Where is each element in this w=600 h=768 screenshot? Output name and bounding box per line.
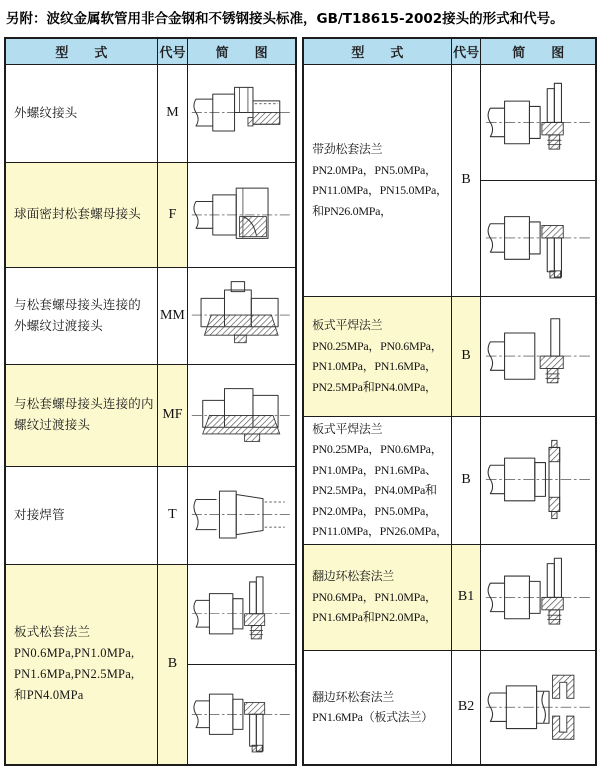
plate-loose-flange-up-diagram: [188, 565, 295, 665]
type-text-line: 与松套螺母接头连接的内: [14, 397, 154, 411]
butt-weld-pipe-diagram: [188, 467, 295, 564]
table-row: [303, 64, 596, 296]
code-cell: T: [157, 466, 187, 564]
table-row: [303, 650, 596, 765]
type-text-line: 板式平焊法兰: [312, 318, 383, 332]
code-cell: B1: [451, 544, 481, 650]
type-text-line: 和PN26.0MPa，: [312, 203, 392, 218]
diagram-cell: [481, 64, 596, 296]
type-text-line: PN2.0MPa，PN5.0MPa，: [312, 503, 437, 518]
type-text-line: PN0.6MPa,PN1.0MPa,: [14, 646, 135, 660]
tables-area: [4, 37, 597, 766]
type-text-line: PN1.0MPa，PN1.6MPa，: [312, 359, 437, 373]
left-table: [4, 37, 297, 766]
diagram-cell: [481, 416, 596, 544]
plate-loose-flange-down-diagram: [188, 664, 295, 764]
code-cell: B: [451, 416, 481, 544]
type-text-line: PN0.6MPa，PN1.0MPa，: [312, 589, 437, 604]
code-cell: MM: [157, 267, 187, 364]
type-text-line: 球面密封松套螺母接头: [14, 207, 142, 221]
type-text-line: PN1.6MPa,PN2.5MPa,: [14, 667, 135, 681]
type-text-line: PN11.0MPa，PN15.0MPa，: [312, 183, 448, 197]
type-cell: [303, 296, 451, 416]
type-text-line: 板式松套法兰: [14, 625, 91, 639]
type-text-line: 板式平焊法兰: [312, 421, 383, 436]
diagram-cell: [188, 64, 296, 162]
male-male-adapter-diagram: [188, 268, 295, 364]
plate-weld-flange-sym-diagram: [481, 417, 595, 543]
page-title: 另附：波纹金属软管用非合金钢和不锈钢接头标准，GB/T18615-2002接头的形式和代号。: [6, 11, 564, 27]
diagram-cell: [481, 544, 596, 650]
diagram-cell: [188, 267, 296, 364]
sphere-seal-loose-nut-joint-diagram: [188, 163, 295, 267]
type-cell: [303, 416, 451, 544]
code-cell: B: [451, 64, 481, 296]
table-row: [303, 416, 596, 544]
left-table-body: [5, 64, 296, 765]
plate-weld-flange-diagram: [481, 297, 595, 416]
code-cell: M: [157, 64, 187, 162]
right-table: [302, 37, 597, 766]
code-cell: B: [451, 296, 481, 416]
type-text-line: PN2.5MPa，PN4.0MPa和: [312, 483, 437, 497]
table-row: [5, 267, 296, 364]
type-text-line: PN1.6MPa和PN2.0MPa，: [312, 610, 437, 625]
table-row: [5, 364, 296, 466]
diagram-cell: [188, 564, 296, 765]
code-cell: F: [157, 162, 187, 267]
type-text-line: PN1.0MPa，PN1.6MPa、: [312, 462, 437, 477]
type-text-line: PN0.25MPa，PN0.6MPa，: [312, 442, 443, 456]
table-row: [5, 466, 296, 564]
type-text-line: 翻边环松套法兰: [312, 569, 394, 584]
flanged-ring-loose-flange-b2-diagram: [481, 651, 595, 764]
type-cell: [5, 64, 157, 162]
table-row: [5, 564, 296, 765]
type-cell: [303, 64, 451, 296]
type-text-line: PN2.0MPa，PN5.0MPa，: [312, 162, 437, 177]
type-cell: [5, 162, 157, 267]
header-diagram: 简 图: [188, 38, 296, 64]
type-text-line: 带劲松套法兰: [312, 142, 383, 156]
type-text-line: 和PN4.0MPa: [14, 688, 84, 702]
type-cell: [5, 364, 157, 466]
table-row: [5, 64, 296, 162]
code-cell: MF: [157, 364, 187, 466]
header-row: [5, 38, 296, 64]
type-text-line: PN11.0MPa，PN26.0MPa，: [312, 524, 448, 538]
neck-loose-flange-down-diagram: [481, 180, 595, 296]
table-row: [303, 544, 596, 650]
type-text-line: 外螺纹接头: [14, 105, 78, 120]
header-type: 型 式: [5, 38, 157, 64]
diagram-cell: [188, 162, 296, 267]
type-text-line: 翻边环松套法兰: [312, 689, 394, 704]
header-code: 代号: [451, 38, 481, 64]
type-text-line: PN2.5MPa和PN4.0MPa，: [312, 379, 437, 394]
type-text-line: PN1.6MPa（板式法兰）: [312, 710, 433, 724]
type-cell: [303, 650, 451, 765]
diagram-cell: [188, 364, 296, 466]
flanged-ring-loose-flange-diagram: [481, 545, 595, 650]
type-cell: [303, 544, 451, 650]
male-female-adapter-diagram: [188, 365, 295, 466]
diagram-cell: [481, 650, 596, 765]
type-cell: [5, 267, 157, 364]
type-text-line: PN0.25MPa，PN0.6MPa，: [312, 338, 443, 353]
type-text-line: 外螺纹过渡接头: [14, 318, 103, 333]
right-table-body: [303, 64, 596, 765]
type-text-line: 对接焊管: [14, 507, 65, 522]
table-row: [303, 296, 596, 416]
diagram-cell: [481, 296, 596, 416]
header-row: [303, 38, 596, 64]
type-cell: [5, 466, 157, 564]
code-cell: B2: [451, 650, 481, 765]
type-text-line: 螺纹过渡接头: [14, 418, 91, 432]
diagram-cell: [188, 466, 296, 564]
type-text-line: 与松套螺母接头连接的: [14, 297, 142, 312]
header-code: 代号: [157, 38, 187, 64]
code-cell: B: [157, 564, 187, 765]
header-diagram: 简 图: [481, 38, 596, 64]
table-row: [5, 162, 296, 267]
header-type: 型 式: [303, 38, 451, 64]
neck-loose-flange-up-diagram: [481, 65, 595, 181]
male-thread-joint-diagram: [188, 65, 295, 162]
type-cell: [5, 564, 157, 765]
